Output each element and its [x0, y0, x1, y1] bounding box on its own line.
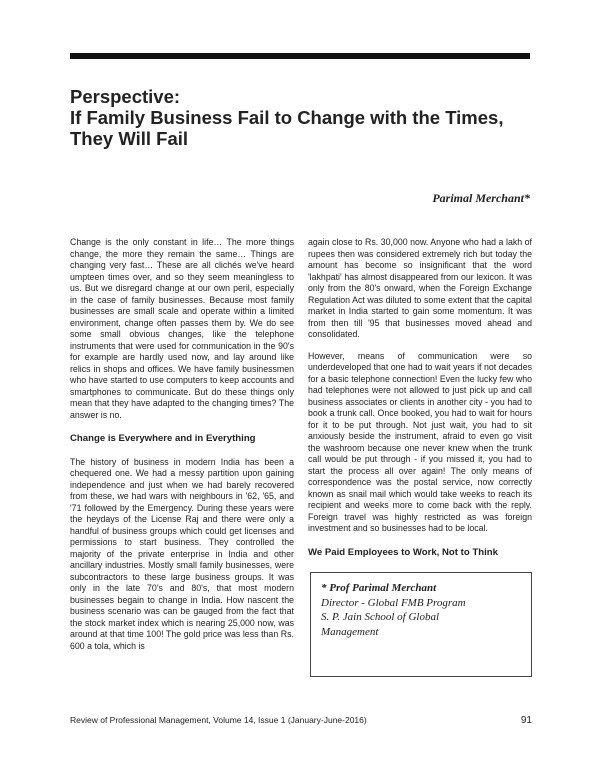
left-column — [70, 237, 294, 662]
author-note-line-3: Management — [321, 625, 379, 638]
author-note-box — [310, 572, 532, 677]
author-byline: Parimal Merchant* — [432, 191, 530, 205]
author-note-line-2: S. P. Jain School of Global — [321, 611, 440, 623]
title-line-1: Perspective: — [70, 86, 181, 107]
right-column — [308, 237, 532, 570]
right-paragraph-2: However, means of communication were so underdeveloped that one had to wait years if not decades for a basic telephone connection! Even the lucky few who had telephones were not allowed to just pick up and call business associates or clients in another city - you had to book a trunk call. Once booked, you had to wait for hours for it to be put through. Not just wait, you had to sit anxiously beside the instrument, afraid to even go visit the washroom because one never knew when the trunk call would be put through - if you missed it, you had to start the process all over again! The only means of correspondence was the postal service, now correctly known as snail mail which would take weeks to reach its recipient and weeks more to come back with the reply. Foreign travel was highly restricted as was foreign investment and so businesses had to be local. — [308, 350, 532, 533]
title-line-2: If Family Business Fail to Change with the Times, — [70, 107, 504, 128]
author-note-name: * Prof Parimal Merchant — [321, 582, 437, 594]
journal-citation: Review of Professional Management, Volume 14, Issue 1 (January-June-2016) — [70, 715, 367, 725]
section-heading-employees: We Paid Employees to Work, Not to Think — [308, 546, 498, 558]
page-footer — [70, 715, 532, 725]
top-rule — [70, 53, 530, 59]
page-number: 91 — [520, 715, 532, 726]
author-note-line-1: Director - Global FMB Program — [321, 596, 466, 609]
title-line-3: They Will Fail — [70, 128, 189, 149]
article-title — [70, 86, 540, 149]
section-heading-change: Change is Everywhere and in Everything — [70, 433, 256, 444]
left-paragraph-2: The history of business in modern India has been a chequered one. We had a messy partition upon gaining independence and just when we had barely recovered from these, we had wars with neighbours in '62, '65, and '71 followed by the Emergency. During these years were the heydays of the License Raj and there were only a handful of business groups which could get licenses and permissions to start business. They controlled the majority of the private enterprise in India and other ancillary industries. Mostly small family businesses, were subcontractors to these large business groups. It was only in the late 70's and 80's, that most modern businesses begain to change in India. How nascent the business scenario was can be gauged from the fact that the stock market index which is nearing 25,000 now, was around at that time 100! The gold price was less than Rs. 600 a tola, which is — [70, 456, 294, 651]
left-paragraph-1: Change is the only constant in life… The more things change, the more they remain the same… Things are changing very fast… These are all clichés we've heard umpteen times over, and so they seem meaningless to us. But we disregard change at our own peril, especially in the case of family businesses. Because most family businesses are small scale and operate within a limited environment, change often passes them by. We do see some small obvious changes, like the telephone instruments that were used for communication in the 90's for example are hardly used now, and lay around like relics in shops and offices. We have family businessmen who have started to use computers to keep accounts and smartphones to communicate. But do these things only mean that they have adapted to the changing times? The answer is no. — [70, 237, 294, 420]
right-paragraph-1: again close to Rs. 30,000 now. Anyone who had a lakh of rupees then was considered extremely rich but today the amount has become so insignificant that the word 'lakhpati' has almost disappeared from our lexicon. It was only from the 80's onward, when the Foreign Exchange Regulation Act was diluted to some extent that the capital market in India started to gain some momentum. It was from then till '95 that businesses moved ahead and consolidated. — [308, 237, 532, 339]
